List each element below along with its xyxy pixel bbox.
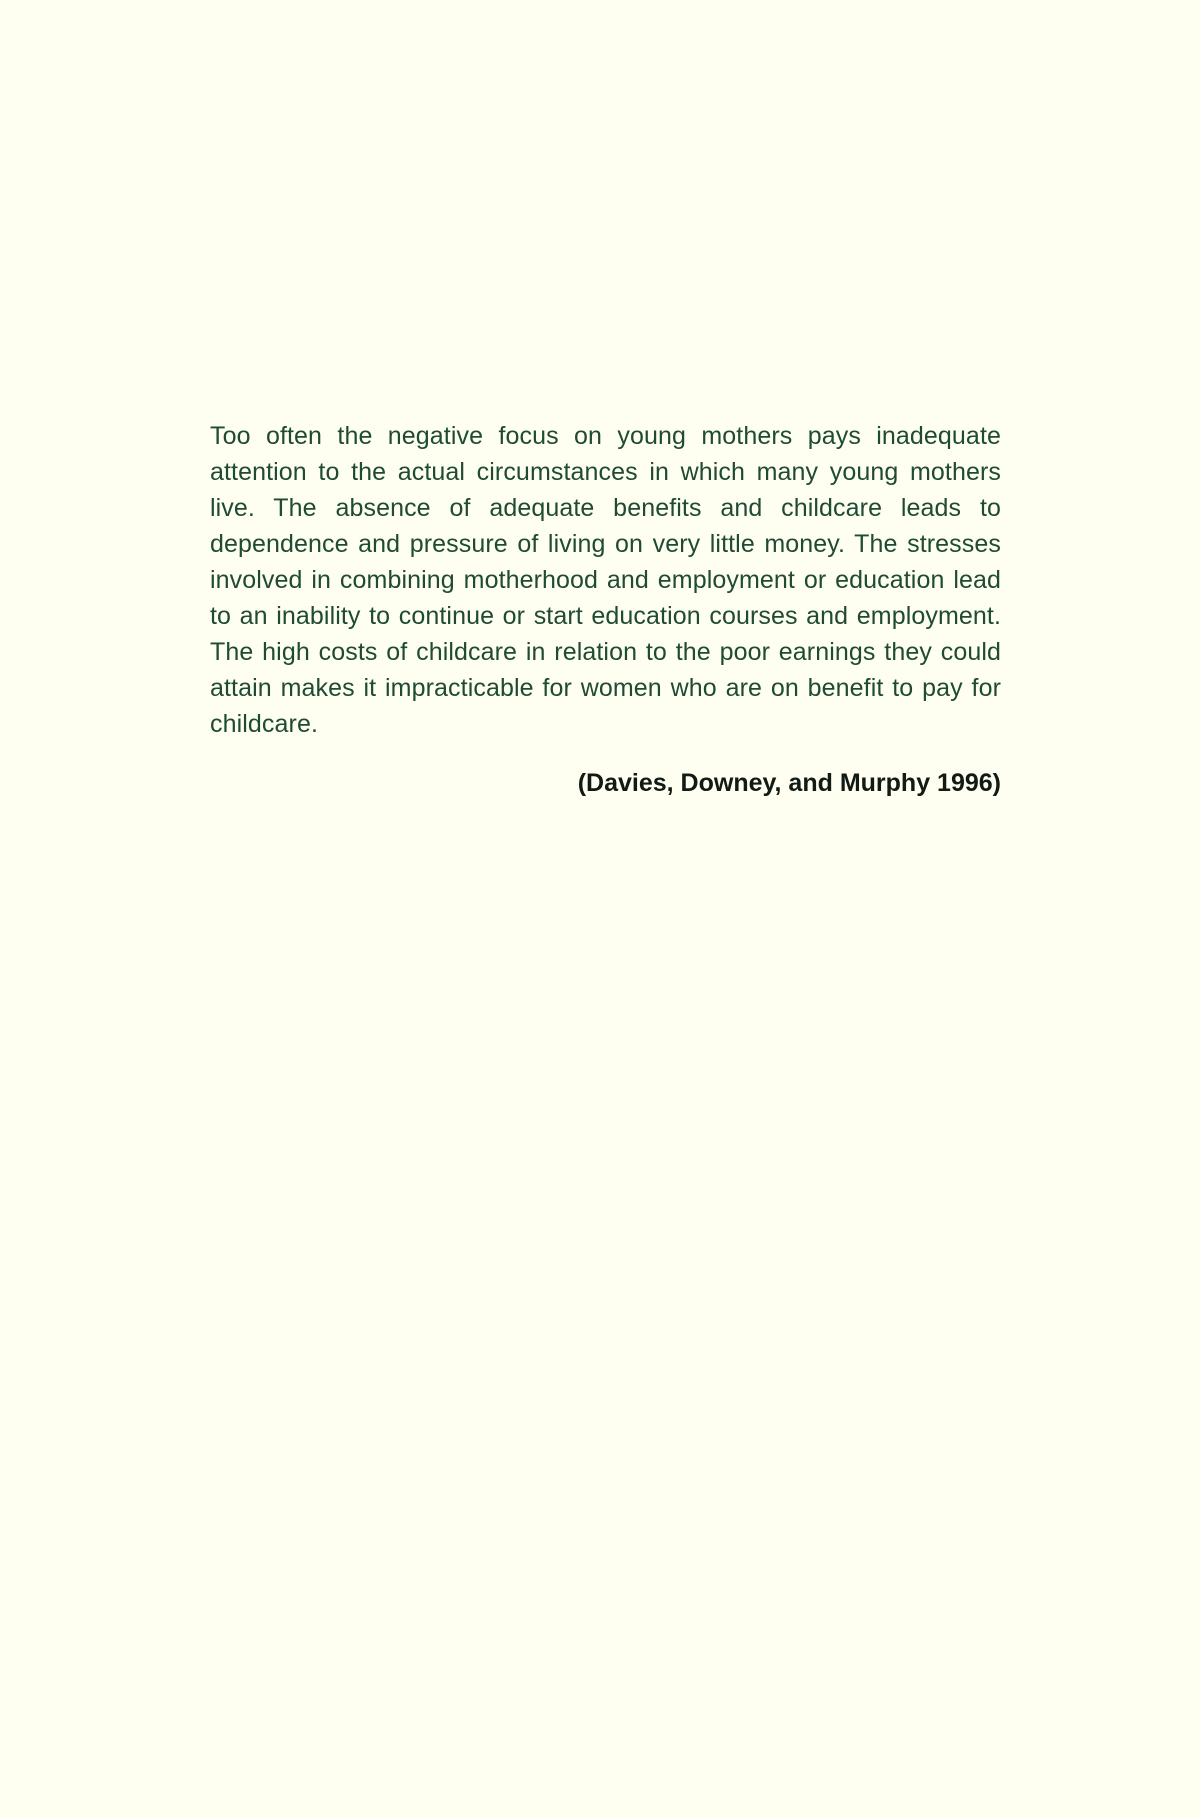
- epigraph-block: [210, 418, 1001, 800]
- epigraph-text: Too often the negative focus on young mothers pays inadequate attention to the actual circumstances in which many young mothers live. The absence of adequate benefits and childcare leads to dependence and pressure of living on very little money. The stresses involved in combining motherhood and employment or education lead to an inability to continue or start education courses and employment. The high costs of childcare in relation to the poor earnings they could attain makes it impracticable for women who are on benefit to pay for childcare.: [210, 422, 1001, 738]
- epigraph-citation: (Davies, Downey, and Murphy 1996): [577, 769, 1001, 797]
